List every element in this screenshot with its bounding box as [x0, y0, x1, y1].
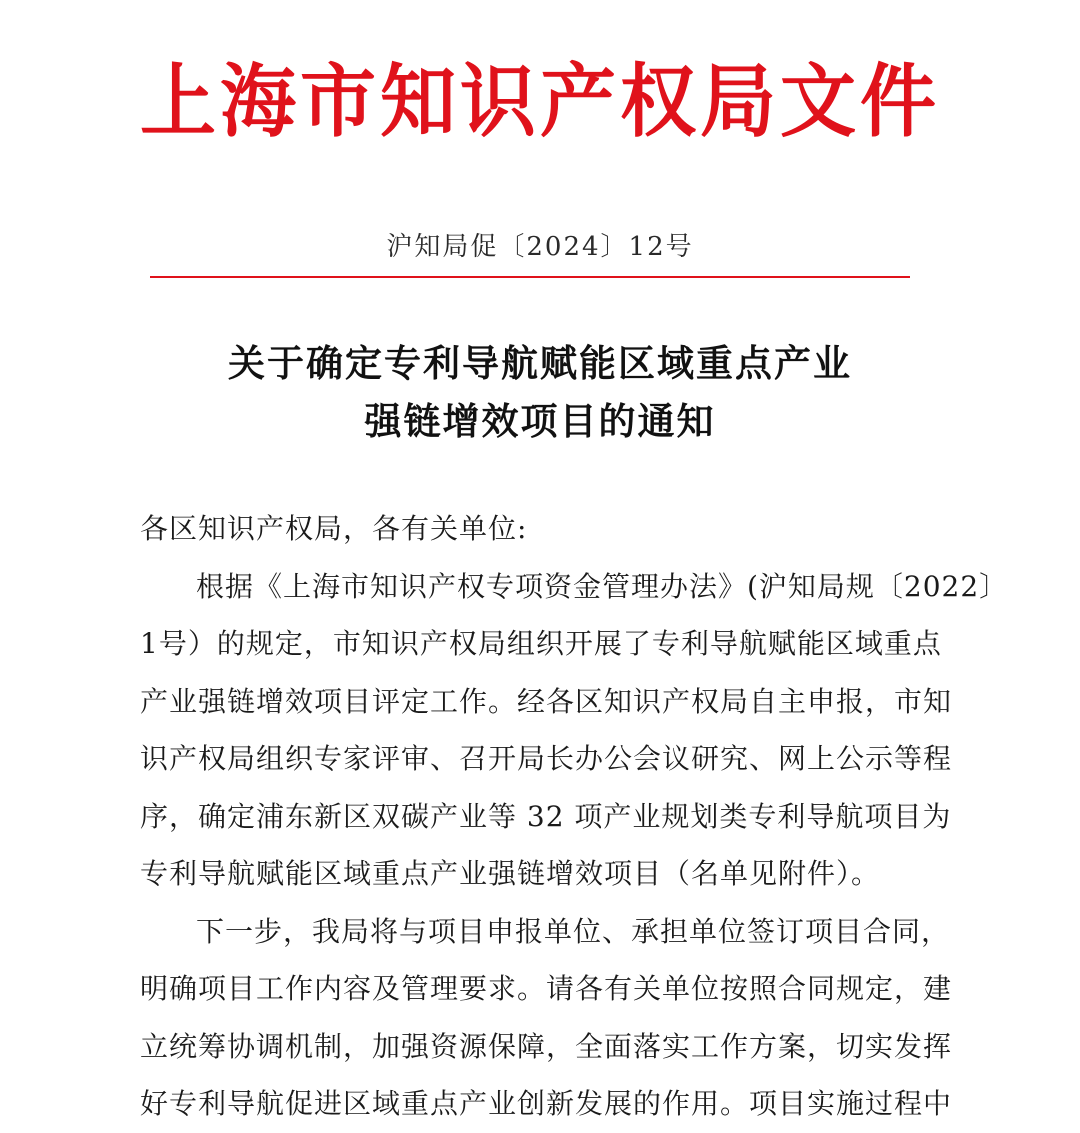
document-title	[0, 334, 1080, 450]
document-number: 沪知局促〔2024〕12号	[386, 232, 694, 262]
paragraph-2	[140, 903, 953, 1133]
paragraph-1-line: 识产权局组织专家评审、召开局长办公会议研究、网上公示等程	[140, 742, 953, 775]
paragraph-2-line: 下一步，我局将与项目申报单位、承担单位签订项目合同，	[196, 914, 951, 948]
paragraph-1-line: 1号）的规定，市知识产权局组织开展了专利导航赋能区域重点	[140, 627, 942, 660]
paragraph-1-line: 序，确定浦东新区双碳产业等 32 项产业规划类专利导航项目为	[140, 799, 952, 833]
paragraph-1	[140, 558, 1009, 903]
red-divider-rule	[150, 276, 910, 278]
paragraph-2-line: 好专利导航促进区域重点产业创新发展的作用。项目实施过程中	[140, 1087, 953, 1120]
paragraph-1-line: 根据《上海市知识产权专项资金管理办法》(沪知局规〔2022〕	[196, 569, 1009, 603]
salutation: 各区知识产权局，各有关单位:	[140, 512, 528, 545]
document-masthead: 上海市知识产权局文件	[140, 54, 940, 149]
paragraph-1-line: 产业强链增效项目评定工作。经各区知识产权局自主申报，市知	[140, 684, 953, 718]
document-title-line-1: 关于确定专利导航赋能区域重点产业	[228, 341, 852, 385]
document-title-line-2: 强链增效项目的通知	[364, 399, 716, 443]
paragraph-2-line: 立统筹协调机制，加强资源保障，全面落实工作方案，切实发挥	[140, 1029, 953, 1063]
paragraph-2-line: 明确项目工作内容及管理要求。请各有关单位按照合同规定，建	[140, 972, 953, 1005]
paragraph-1-line: 专利导航赋能区域重点产业强链增效项目（名单见附件）。	[140, 857, 881, 890]
document-body	[140, 500, 1009, 1133]
